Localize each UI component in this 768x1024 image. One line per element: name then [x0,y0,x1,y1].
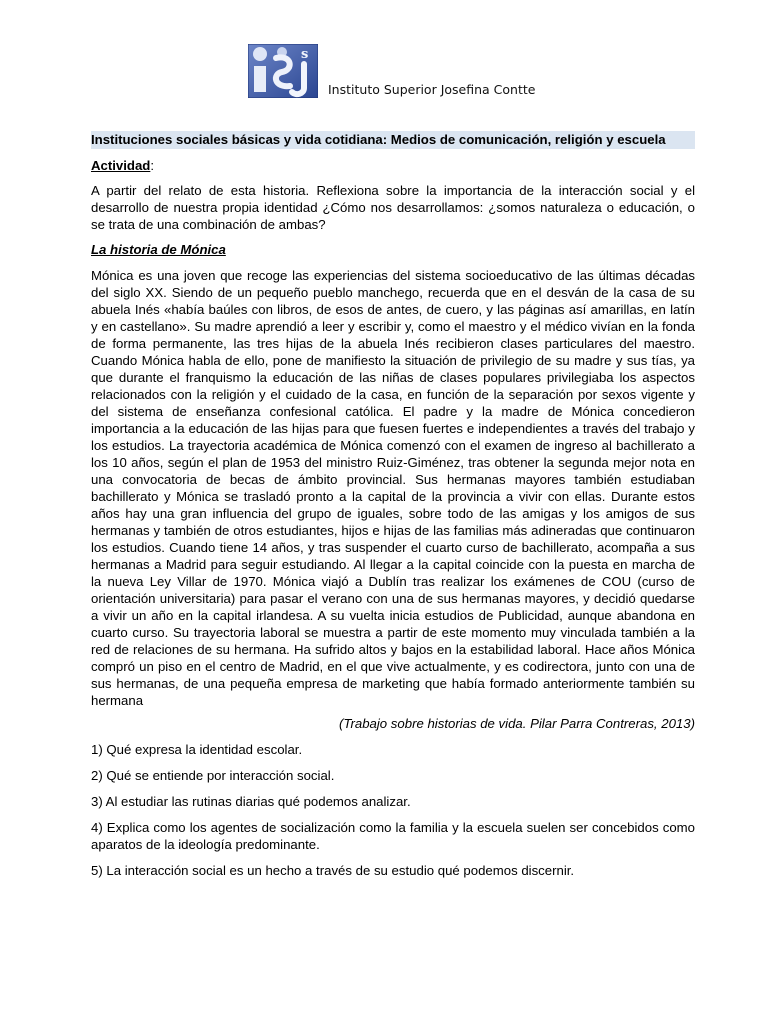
activity-heading [91,157,695,174]
question-1: 1) Qué expresa la identidad escolar. [91,742,303,757]
question-3: 3) Al estudiar las rutinas diarias qué podemos analizar. [91,794,411,809]
story-text: Mónica es una joven que recoge las experiencias del sistema socioeducativo de las últimas décadas del siglo XX. Siendo de un pequeño pueblo manchego, recuerda que en el desván de la casa de su abuela Inés «había baúles con libros, de esos de antes, de cuero, y las páginas así amarillas, en latín y en castellano». Su madre aprendió a leer y escribir y, como el maestro y el médico vivían en la fonda de forma permanente, las tres hijas de la abuela Inés recibieron clases particulares del maestro. Cuando Mónica habla de ello, pone de manifiesto la situación de privilegio de su madre y sus tías, ya que durante el franquismo la educación de las niñas de clases populares privilegiaba los aspectos relacionados con la religión y el cuidado de la casa, en función de la separación por sexos vigente y del sistema de enseñanza confesional católica. El padre y la madre de Mónica concedieron importancia a la educación de las hijas para que fuesen fuertes e independientes a través del trabajo y los estudios. La trayectoria académica de Mónica comenzó con el examen de ingreso al bachillerato a los 10 años, según el plan de 1953 del ministro Ruiz-Giménez, tras obtener la segunda mejor nota en una convocatoria de becas de ámbito provincial. Sus hermanas mayores también estudiaban bachillerato y Mónica se trasladó pronto a la capital de la provincia a vivir con ellas. Durante estos años hay una gran influencia del grupo de iguales, sobre todo de las amigas y los amigos de sus hermanas y también de otros estudiantes, hijos e hijas de las familias más adineradas que continuaron los estudios. Cuando tiene 14 años, y tras suspender el cuarto curso de bachillerato, acompaña a sus hermanas a Madrid para seguir estudiando. Al llegar a la capital coincide con la puesta en marcha de la nueva Ley Villar de 1970. Mónica viajó a Dublín tras realizar los exámenes de COU (curso de orientación universitaria) para pasar el verano con una de sus hermanas mayores, y decidió quedarse a vivir un año en la capital irlandesa. A su vuelta inicia estudios de Publicidad, aunque abandona en cuarto curso. Su trayectoria laboral se muestra a partir de este momento muy vinculada también a la red de relaciones de su hermana. Ha sufrido altos y bajos en la estabilidad laboral. Hace años Mónica compró un piso en el centro de Madrid, en el que vive actualmente, y es codirectora, junto con una de sus hermanas, de una pequeña empresa de marketing que había formado anteriormente también su hermana [91,268,695,708]
document-body [91,131,695,888]
story-citation: (Trabajo sobre historias de vida. Pilar Parra Contreras, 2013) [339,716,695,731]
svg-text:s: s [301,47,309,62]
question-5: 5) La interacción social es un hecho a través de su estudio qué podemos discernir. [91,863,575,878]
story-title: La historia de Mónica [91,242,226,257]
activity-label: Actividad [91,158,151,173]
document-title: Instituciones sociales básicas y vida cotidiana: Medios de comunicación, religión y escuela [91,131,695,149]
institute-name: Instituto Superior Josefina Contte [328,81,536,97]
document-header [248,42,535,98]
question-2: 2) Qué se entiende por interacción social. [91,768,335,783]
activity-colon: : [150,158,155,173]
question-4: 4) Explica como los agentes de socialización como la familia y la escuela suelen ser concebidos como aparatos de la ideología predominante. [91,820,695,852]
activity-text: A partir del relato de esta historia. Reflexiona sobre la importancia de la interacción social y el desarrollo de nuestra propia identidad ¿Cómo nos desarrollamos: ¿somos naturaleza o educación, o se trata de una combinación de ambas? [91,183,695,232]
institute-logo [248,44,318,98]
